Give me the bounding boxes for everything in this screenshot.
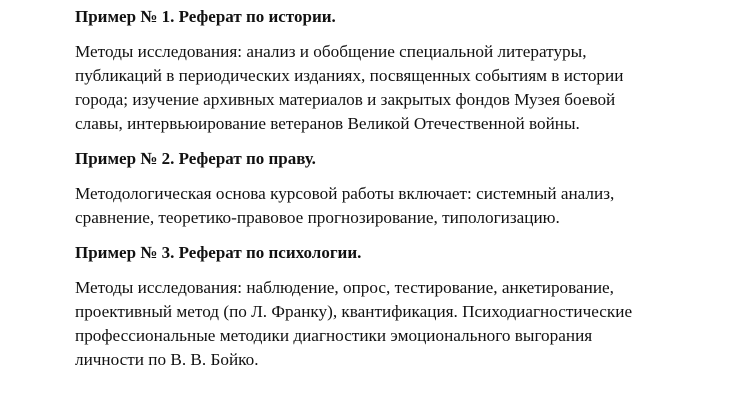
example-1-heading: Пример № 1. Реферат по истории. <box>75 7 336 26</box>
example-3-section <box>75 242 720 372</box>
example-2-heading: Пример № 2. Реферат по праву. <box>75 149 316 168</box>
example-3-heading: Пример № 3. Реферат по психологии. <box>75 243 362 262</box>
paragraph-line: сравнение, теоретико-правовое прогнозирование, типологизацию. <box>75 208 560 227</box>
paragraph-line: публикаций в периодических изданиях, посвященных событиям в истории <box>75 66 624 85</box>
paragraph-line: проективный метод (по Л. Франку), квантификация. Психодиагностические <box>75 302 633 321</box>
paragraph-line: Методологическая основа курсовой работы включает: системный анализ, <box>75 184 615 203</box>
paragraph-line: Методы исследования: наблюдение, опрос, тестирование, анкетирование, <box>75 278 614 297</box>
paragraph-line: города; изучение архивных материалов и закрытых фондов Музея боевой <box>75 90 616 109</box>
example-2-paragraph <box>75 182 720 230</box>
example-1-paragraph <box>75 40 720 136</box>
paragraph-line: Методы исследования: анализ и обобщение специальной литературы, <box>75 42 587 61</box>
example-3-paragraph <box>75 276 720 372</box>
example-2-section <box>75 148 720 230</box>
paragraph-line: личности по В. В. Бойко. <box>75 350 259 369</box>
example-1-section <box>75 6 720 136</box>
paragraph-line: профессиональные методики диагностики эмоционального выгорания <box>75 326 593 345</box>
paragraph-line: славы, интервьюирование ветеранов Великой Отечественной войны. <box>75 114 580 133</box>
